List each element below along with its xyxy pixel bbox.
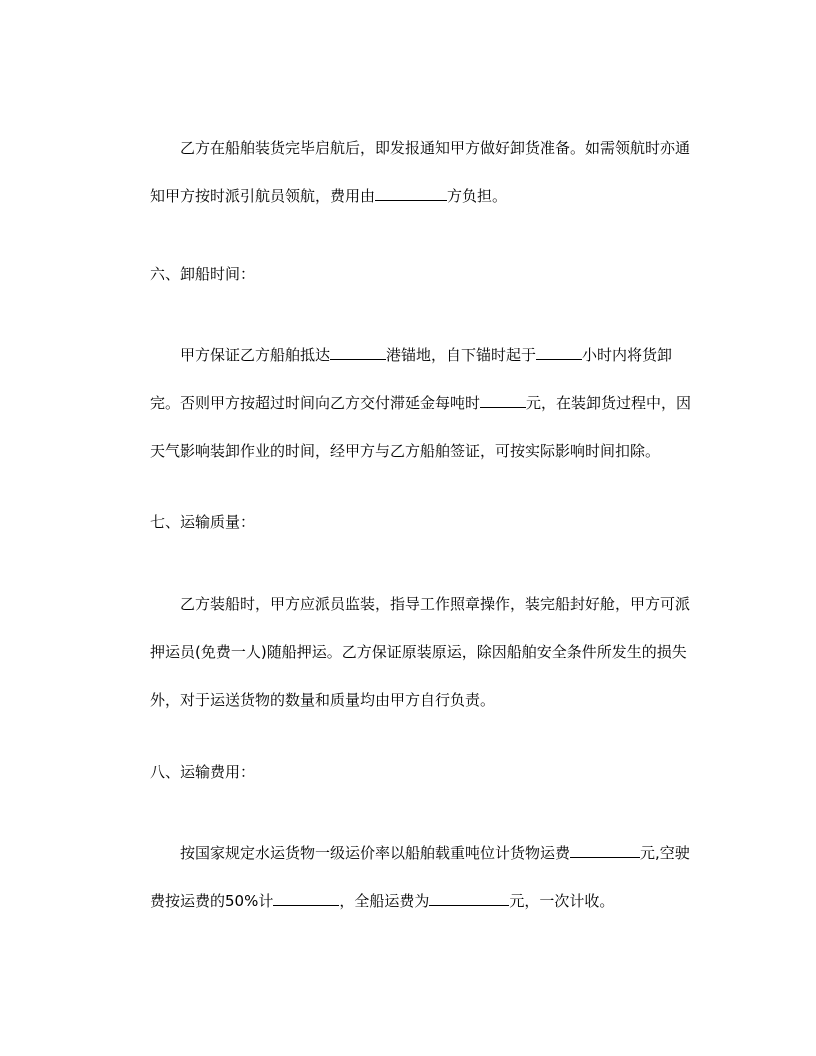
fill-blank[interactable] xyxy=(429,904,509,906)
text-line: 外，对于运送货物的数量和质量均由甲方自行负责。 xyxy=(150,691,496,709)
text-line: 费按运费的50%计 ，全船运费为 元，一次计收。 xyxy=(150,892,615,910)
section-heading-8: 八、运输费用： xyxy=(150,763,256,781)
section-heading-7: 七、运输质量： xyxy=(150,513,256,531)
text-line: 押运员(免费一人)随船押运。乙方保证原装原运，除因船舶安全条件所发生的损失 xyxy=(150,643,687,661)
text-line: 乙方在船舶装货完毕启航后，即发报通知甲方做好卸货准备。如需领航时亦通 xyxy=(180,139,691,157)
paragraph-notice xyxy=(120,124,696,220)
fill-blank[interactable] xyxy=(330,358,386,360)
text-line: 完。否则甲方按超过时间向乙方交付滞延金每吨时 元，在装卸货过程中，因 xyxy=(150,394,692,412)
text-line: 天气影响装卸作业的时间，经甲方与乙方船舶签证，可按实际影响时间扣除。 xyxy=(150,442,661,460)
fill-blank[interactable] xyxy=(536,358,582,360)
fill-blank[interactable] xyxy=(570,856,640,858)
text-line: 知甲方按时派引航员领航，费用由 方负担。 xyxy=(150,187,508,205)
section-heading-6: 六、卸船时间： xyxy=(150,265,256,283)
text-line: 乙方装船时，甲方应派员监装，指导工作照章操作，装完船封好舱，甲方可派 xyxy=(180,595,691,613)
paragraph-unloading-time xyxy=(120,331,696,475)
paragraph-transport-quality xyxy=(120,580,696,724)
fill-blank[interactable] xyxy=(375,199,447,201)
text-line: 甲方保证乙方船舶抵达 港锚地，自下锚时起于 小时内将货卸 xyxy=(180,346,673,364)
paragraph-transport-fees xyxy=(120,829,696,925)
text-line: 按国家规定水运货物一级运价率以船舶载重吨位计货物运费 元,空驶 xyxy=(180,844,690,862)
fill-blank[interactable] xyxy=(273,904,339,906)
fill-blank[interactable] xyxy=(480,406,526,408)
